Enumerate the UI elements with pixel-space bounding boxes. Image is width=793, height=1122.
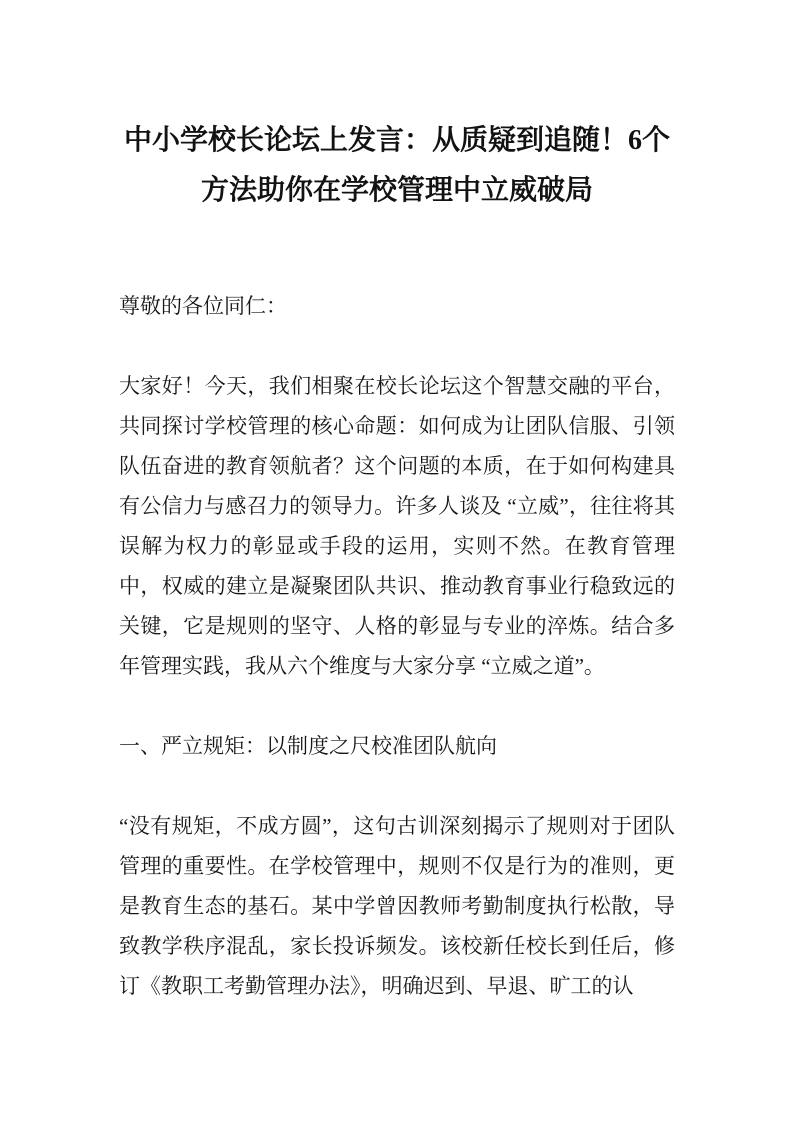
document-title: 中小学校长论坛上发言：从质疑到追随！6个方法助你在学校管理中立威破局 (123, 125, 670, 206)
salutation-line: 尊敬的各位同仁： (119, 294, 287, 318)
paragraph-section-1: “没有规矩，不成方圆”，这句古训深刻揭示了规则对于团队管理的重要性。在学校管理中，规则不仅是行为的准则，更是教育生态的基石。某中学曾因教师考勤制度执行松散，导致教学秩序混乱，家长投诉频发。该校新任校长到任后，修订《教职工考勤管理办法》，明确迟到、早退、旷工的认 (119, 814, 675, 998)
paragraph-introduction: 大家好！今天，我们相聚在校长论坛这个智慧交融的平台，共同探讨学校管理的核心命题：如何成为让团队信服、引领队伍奋进的教育领航者？这个问题的本质，在于如何构建具有公信力与感召力的领导力。许多人谈及 “立威”，往往将其误解为权力的彰显或手段的运用，实则不然。在教育管理中，权威的建立是凝聚团队共识、推动教育事业行稳致远的关键，它是规则的坚守、人格的彰显与专业的淬炼。结合多年管理实践，我从六个维度与大家分享 “立威之道”。 (119, 374, 675, 678)
section-heading-1: 一、严立规矩：以制度之尺校准团队航向 (119, 734, 497, 758)
